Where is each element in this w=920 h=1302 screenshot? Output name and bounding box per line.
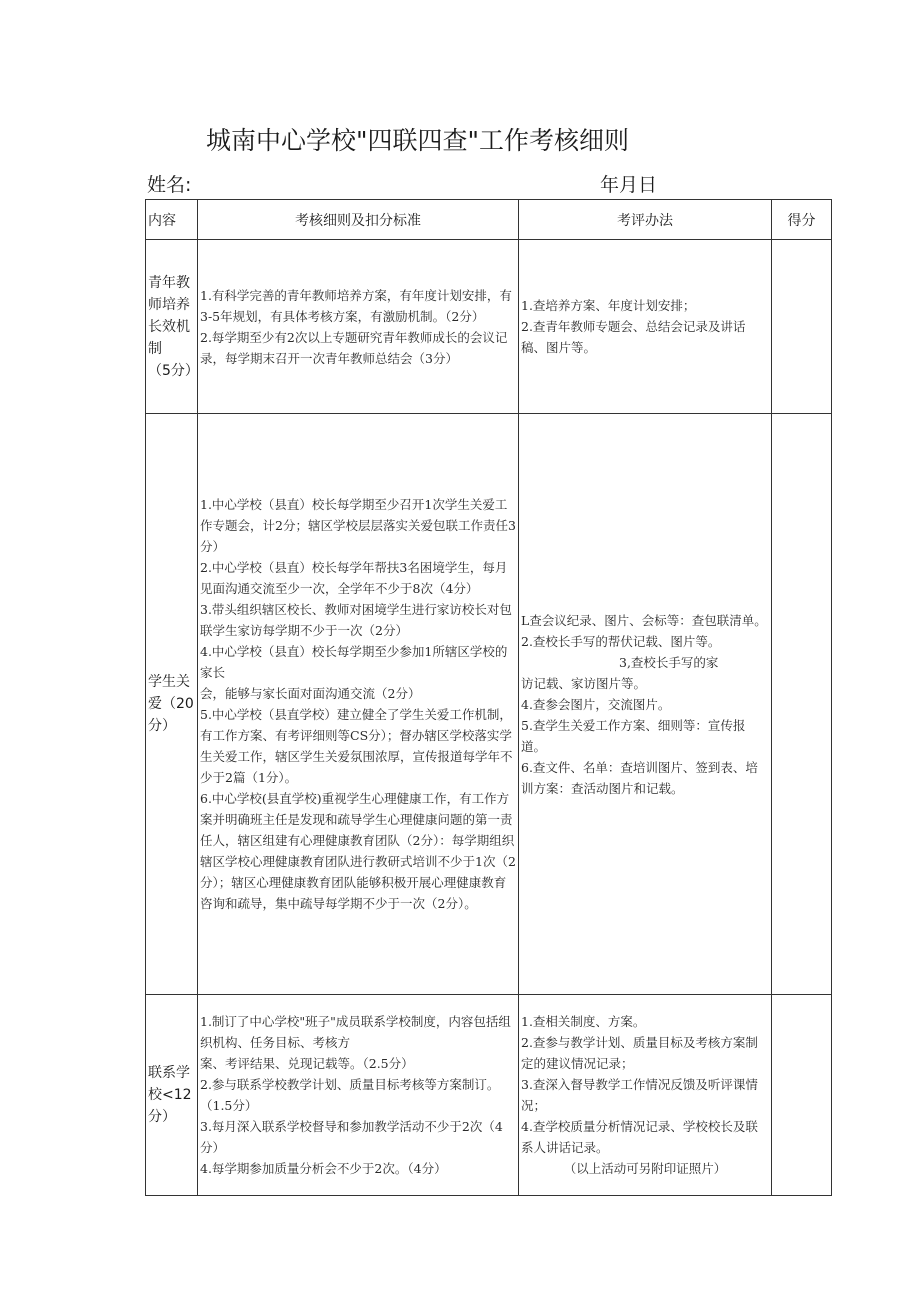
criteria-item: 2.参与联系学校教学计划、质量目标考核等方案制订。（1.5分） bbox=[200, 1077, 500, 1113]
header-method: 考评办法 bbox=[519, 200, 772, 240]
method-item: 4.查学校质量分析情况记录、学校校长及联系人讲话记录。 bbox=[521, 1119, 758, 1155]
criteria-item: 5.中心学校（县直学校）建立健全了学生关爱工作机制，有工作方案、有考评细则等CS分）；督办辖区学校落实学生关爱工作，辖区学生关爱氛围浓厚，宣传报道每学年不少于2篇（1分）。 bbox=[200, 707, 513, 785]
criteria-item: 案、考评结果、兑现记载等。（2.5分） bbox=[200, 1056, 414, 1071]
header-criteria: 考核细则及扣分标准 bbox=[198, 200, 519, 240]
criteria-item: 4.每学期参加质量分析会不少于2次。（4分） bbox=[200, 1161, 447, 1176]
header-score: 得分 bbox=[772, 200, 832, 240]
row-criteria bbox=[198, 240, 519, 414]
method-item: 3.查深入督导教学工作情况反馈及听评课情况； bbox=[521, 1077, 758, 1113]
category-points: （5分） bbox=[148, 362, 199, 379]
row-category bbox=[146, 414, 198, 995]
category-text: 联系学校<12分） bbox=[148, 1065, 192, 1125]
method-item: L查会议纪录、图片、会标等：查包联清单。 bbox=[521, 612, 767, 628]
name-label: 姓名: bbox=[147, 174, 192, 196]
method-item: 5.查学生关爱工作方案、细则等：宣传报道。 bbox=[521, 717, 746, 754]
criteria-item: 1.制订了中心学校"班子"成员联系学校制度，内容包括组织机构、任务目标、考核方 bbox=[200, 1014, 511, 1050]
method-item: 2.查青年教师专题会、总结会记录及讲话稿、图片等。 bbox=[521, 319, 746, 355]
row-category bbox=[146, 240, 198, 414]
row-category bbox=[146, 995, 198, 1196]
criteria-item: 会，能够与家长面对面沟通交流（2分） bbox=[200, 686, 421, 701]
row-method bbox=[519, 240, 772, 414]
method-item: 2.查校长手写的帮伏记载、图片等。 bbox=[521, 633, 721, 649]
table-header-row bbox=[146, 200, 832, 240]
row-method bbox=[519, 414, 772, 995]
method-item: 6.查文件、名单：查培训图片、签到表、培训方案：查活动图片和记载。 bbox=[521, 759, 758, 796]
category-text: 青年教师培养长效机制 bbox=[148, 274, 190, 357]
row-method bbox=[519, 995, 772, 1196]
method-item: 1.查相关制度、方案。 bbox=[521, 1014, 646, 1029]
row-criteria bbox=[198, 995, 519, 1196]
criteria-item: 2.每学期至少有2次以上专题研究青年教师成长的会议记录，每学期末召开一次青年教师总结会（3分） bbox=[200, 329, 508, 366]
criteria-item: 3.每月深入联系学校督导和参加教学活动不少于2次（4分） bbox=[200, 1119, 503, 1155]
method-item: 1.查培养方案、年度计划安排； bbox=[521, 298, 696, 313]
table-row bbox=[146, 414, 832, 995]
method-item: 访记载、家访图片等。 bbox=[521, 675, 647, 691]
table-row bbox=[146, 995, 832, 1196]
category-text: 学生关爱（20分） bbox=[148, 674, 194, 734]
header-content: 内容 bbox=[146, 200, 198, 240]
method-item: 3,查校长手写的家 bbox=[619, 654, 719, 670]
score-cell[interactable] bbox=[772, 240, 832, 414]
method-note: （以上活动可另附印证照片） bbox=[563, 1161, 727, 1176]
row-criteria bbox=[198, 414, 519, 995]
score-cell[interactable] bbox=[772, 995, 832, 1196]
criteria-item: 4.中心学校（县直）校长每学期至少参加1所辖区学校的家长 bbox=[200, 644, 508, 680]
method-item: 2.查参与教学计划、质量目标及考核方案制定的建议情况记录； bbox=[521, 1035, 758, 1071]
method-item: 4.查参会图片，交流图片。 bbox=[521, 696, 671, 712]
assessment-table bbox=[145, 199, 832, 1196]
criteria-item: 1.中心学校（县直）校长每学期至少召开1次学生关爱工作专题会，计2分；辖区学校层层落实关爱包联工作责任3分） bbox=[200, 497, 516, 554]
criteria-item: 6.中心学校(县直学校)重视学生心理健康工作，有工作方案并明确班主任是发现和疏导学生心理健康问题的第一责任人，辖区组建有心理健康教育团队（2分）：每学期组织辖区学校心理健康教育团队进行教研式培训不少于1次（2分）；辖区心理健康教育团队能够积极开展心理健康教育咨询和疏导，集中疏导每学期不少于一次（2分）。 bbox=[200, 791, 516, 911]
score-cell[interactable] bbox=[772, 414, 832, 995]
page-title: 城南中心学校"四联四查"工作考核细则 bbox=[206, 126, 629, 155]
date-label: 年月日 bbox=[600, 174, 658, 196]
criteria-item: 3.带头组织辖区校长、教师对困境学生进行家访校长对包联学生家访每学期不少于一次（2分） bbox=[200, 602, 512, 638]
criteria-item: 1.有科学完善的青年教师培养方案，有年度计划安排，有3-5年规划，有具体考核方案，有激励机制。（2分） bbox=[200, 287, 512, 324]
table-row bbox=[146, 240, 832, 414]
criteria-item: 2.中心学校（县直）校长每学年帮扶3名困境学生，每月见面沟通交流至少一次，全学年不少于8次（4分） bbox=[200, 560, 508, 596]
